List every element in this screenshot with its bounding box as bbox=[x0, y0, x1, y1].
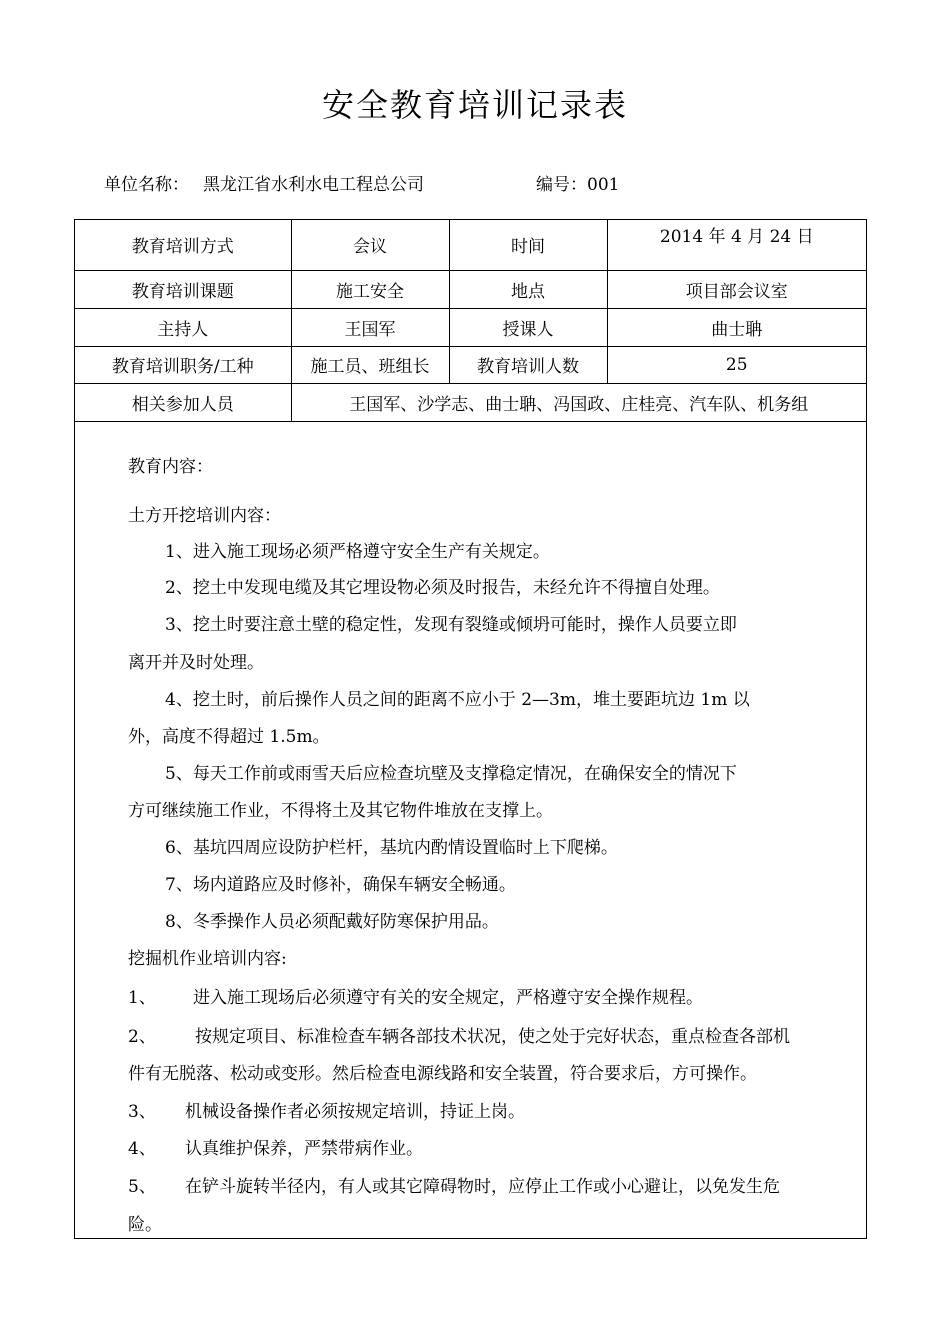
unit-value: 黑龙江省水利水电工程总公司 bbox=[203, 175, 424, 195]
earth-item: 3、挖土时要注意土壁的稳定性，发现有裂缝或倾坍可能时，操作人员要立即 bbox=[165, 615, 737, 635]
time-label: 时间 bbox=[449, 220, 607, 270]
table-row bbox=[75, 308, 866, 346]
participants-label: 相关参加人员 bbox=[75, 383, 291, 421]
job-label: 教育培训职务/工种 bbox=[75, 346, 291, 383]
earth-title: 土方开挖培训内容： bbox=[128, 506, 281, 526]
earth-item-continued: 方可继续施工作业，不得将土及其它物件堆放在支撑上。 bbox=[128, 801, 553, 821]
content-heading: 教育内容： bbox=[128, 457, 213, 477]
excavator-item-text: 机械设备操作者必须按规定培训，持证上岗。 bbox=[185, 1102, 525, 1122]
excavator-item-number: 2、 bbox=[128, 1027, 156, 1047]
number-line bbox=[536, 170, 619, 195]
record-form bbox=[74, 219, 867, 1239]
count-label: 教育培训人数 bbox=[449, 346, 607, 383]
host-label: 主持人 bbox=[75, 308, 291, 346]
table-row bbox=[75, 270, 866, 308]
number-label: 编号： bbox=[536, 175, 587, 195]
topic-label: 教育培训课题 bbox=[75, 270, 291, 308]
excavator-item-number: 3、 bbox=[128, 1102, 156, 1122]
excavator-item-number: 1、 bbox=[128, 988, 156, 1008]
table-row bbox=[75, 383, 866, 421]
unit-label: 单位名称： bbox=[104, 175, 189, 195]
info-table bbox=[75, 220, 866, 422]
method-label: 教育培训方式 bbox=[75, 220, 291, 270]
excavator-item-number: 5、 bbox=[128, 1177, 156, 1197]
earth-item: 5、每天工作前或雨雪天后应检查坑壁及支撑稳定情况，在确保安全的情况下 bbox=[165, 764, 737, 784]
time-value: 2014 年 4 月 24 日 bbox=[607, 220, 866, 270]
earth-item: 1、进入施工现场必须严格遵守安全生产有关规定。 bbox=[165, 542, 550, 562]
earth-item: 8、冬季操作人员必须配戴好防寒保护用品。 bbox=[165, 912, 499, 932]
lecturer-value: 曲士聃 bbox=[607, 308, 866, 346]
number-value: 001 bbox=[587, 175, 620, 195]
place-value: 项目部会议室 bbox=[607, 270, 866, 308]
table-row bbox=[75, 346, 866, 383]
lecturer-label: 授课人 bbox=[449, 308, 607, 346]
table-row bbox=[75, 220, 866, 270]
count-value: 25 bbox=[607, 346, 866, 383]
topic-value: 施工安全 bbox=[291, 270, 449, 308]
excavator-item-text: 进入施工现场后必须遵守有关的安全规定，严格遵守安全操作规程。 bbox=[193, 988, 703, 1008]
place-label: 地点 bbox=[449, 270, 607, 308]
excavator-item-text: 按规定项目、标准检查车辆各部技术状况，使之处于完好状态，重点检查各部机 bbox=[195, 1027, 790, 1047]
earth-item: 2、挖土中发现电缆及其它埋设物必须及时报告，未经允许不得擅自处理。 bbox=[165, 578, 720, 598]
excavator-item-text: 在铲斗旋转半径内，有人或其它障碍物时，应停止工作或小心避让，以免发生危 bbox=[185, 1177, 780, 1197]
excavator-item-continued: 件有无脱落、松动或变形。然后检查电源线路和安全装置，符合要求后，方可操作。 bbox=[128, 1064, 757, 1084]
excavator-item-text: 认真维护保养，严禁带病作业。 bbox=[185, 1139, 423, 1159]
host-value: 王国军 bbox=[291, 308, 449, 346]
method-value: 会议 bbox=[291, 220, 449, 270]
earth-item-continued: 离开并及时处理。 bbox=[128, 653, 264, 673]
earth-item: 6、基坑四周应设防护栏杆，基坑内酌情设置临时上下爬梯。 bbox=[165, 838, 618, 858]
document-title: 安全教育培训记录表 bbox=[321, 86, 628, 124]
earth-item: 4、挖土时，前后操作人员之间的距离不应小于 2—3m，堆土要距坑边 1m 以 bbox=[165, 690, 750, 710]
earth-item-continued: 外，高度不得超过 1.5m。 bbox=[128, 727, 330, 747]
excavator-item-number: 4、 bbox=[128, 1139, 156, 1159]
earth-item: 7、场内道路应及时修补，确保车辆安全畅通。 bbox=[165, 875, 516, 895]
job-value: 施工员、班组长 bbox=[291, 346, 449, 383]
participants-value: 王国军、沙学志、曲士聃、冯国政、庄桂亮、汽车队、机务组 bbox=[291, 383, 866, 421]
excavator-title: 挖掘机作业培训内容: bbox=[128, 949, 287, 969]
unit-line bbox=[104, 170, 424, 195]
excavator-item-continued: 险。 bbox=[128, 1215, 162, 1235]
